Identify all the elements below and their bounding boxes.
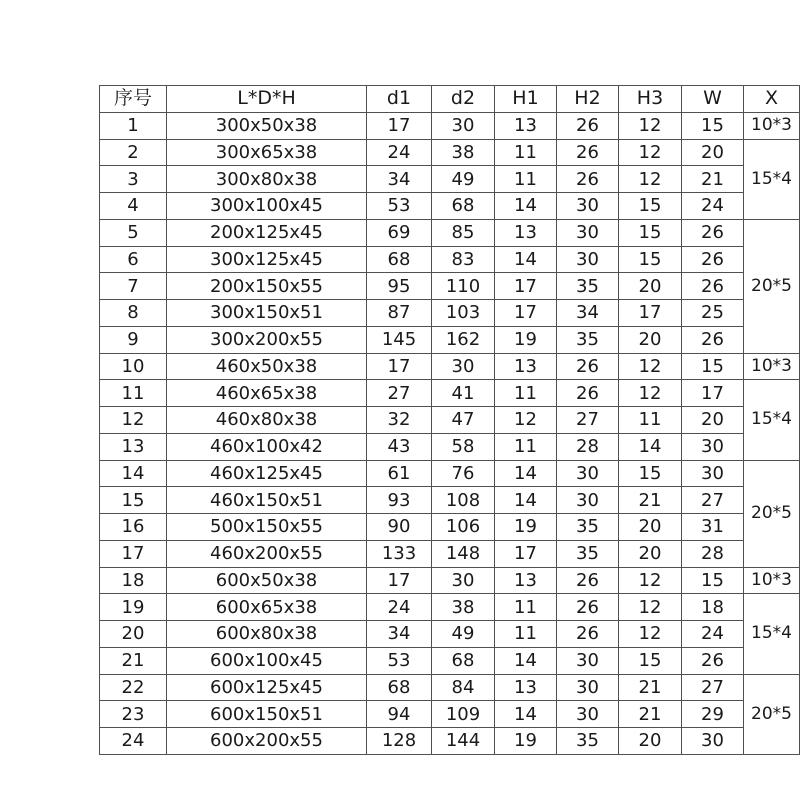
table-row (100, 407, 800, 434)
cell-h2: 30 (557, 674, 619, 701)
cell-h2: 28 (557, 433, 619, 460)
cell-h3: 20 (619, 540, 682, 567)
cell-h1: 11 (495, 139, 557, 166)
cell-d2: 47 (432, 407, 495, 434)
header-d1: d1 (367, 86, 432, 113)
cell-h3: 20 (619, 728, 682, 755)
cell-h1: 14 (495, 701, 557, 728)
cell-ldh: 300x80x38 (167, 166, 367, 193)
cell-h2: 26 (557, 112, 619, 139)
cell-x-group: 10*3 (744, 112, 800, 139)
cell-d1: 87 (367, 300, 432, 327)
cell-d1: 133 (367, 540, 432, 567)
table-row (100, 139, 800, 166)
cell-index: 20 (100, 621, 167, 648)
cell-d2: 83 (432, 246, 495, 273)
cell-d1: 69 (367, 219, 432, 246)
table-body (100, 112, 800, 754)
table-row (100, 621, 800, 648)
cell-h2: 30 (557, 246, 619, 273)
cell-h2: 30 (557, 487, 619, 514)
table-row (100, 246, 800, 273)
header-w: W (682, 86, 744, 113)
cell-d1: 32 (367, 407, 432, 434)
cell-d1: 95 (367, 273, 432, 300)
cell-h1: 19 (495, 326, 557, 353)
cell-ldh: 460x150x51 (167, 487, 367, 514)
cell-w: 26 (682, 273, 744, 300)
cell-ldh: 460x80x38 (167, 407, 367, 434)
cell-h1: 12 (495, 407, 557, 434)
cell-w: 26 (682, 647, 744, 674)
cell-d2: 110 (432, 273, 495, 300)
cell-d1: 90 (367, 514, 432, 541)
cell-index: 18 (100, 567, 167, 594)
cell-ldh: 300x150x51 (167, 300, 367, 327)
cell-ldh: 600x125x45 (167, 674, 367, 701)
cell-h1: 11 (495, 621, 557, 648)
cell-h2: 30 (557, 460, 619, 487)
cell-h2: 30 (557, 647, 619, 674)
cell-ldh: 500x150x55 (167, 514, 367, 541)
table-row (100, 380, 800, 407)
cell-h2: 34 (557, 300, 619, 327)
cell-d2: 68 (432, 193, 495, 220)
cell-x-group: 10*3 (744, 567, 800, 594)
table-row (100, 433, 800, 460)
cell-h3: 21 (619, 674, 682, 701)
cell-h1: 14 (495, 246, 557, 273)
cell-w: 20 (682, 407, 744, 434)
cell-x-group: 15*4 (744, 594, 800, 674)
cell-index: 3 (100, 166, 167, 193)
cell-h3: 17 (619, 300, 682, 327)
cell-w: 30 (682, 728, 744, 755)
cell-d1: 93 (367, 487, 432, 514)
cell-ldh: 600x100x45 (167, 647, 367, 674)
table-row (100, 273, 800, 300)
table-row (100, 219, 800, 246)
cell-d2: 58 (432, 433, 495, 460)
cell-h3: 20 (619, 326, 682, 353)
cell-h3: 15 (619, 246, 682, 273)
cell-index: 10 (100, 353, 167, 380)
cell-w: 15 (682, 112, 744, 139)
cell-d1: 27 (367, 380, 432, 407)
cell-index: 13 (100, 433, 167, 460)
cell-h3: 15 (619, 460, 682, 487)
cell-index: 9 (100, 326, 167, 353)
header-ldh: L*D*H (167, 86, 367, 113)
cell-index: 11 (100, 380, 167, 407)
table-row (100, 300, 800, 327)
cell-ldh: 600x150x51 (167, 701, 367, 728)
cell-d2: 76 (432, 460, 495, 487)
cell-h2: 26 (557, 621, 619, 648)
cell-d2: 30 (432, 567, 495, 594)
cell-d2: 49 (432, 621, 495, 648)
cell-h2: 26 (557, 139, 619, 166)
cell-ldh: 460x200x55 (167, 540, 367, 567)
table-row (100, 166, 800, 193)
table-row (100, 540, 800, 567)
cell-d1: 53 (367, 193, 432, 220)
cell-h3: 12 (619, 621, 682, 648)
cell-ldh: 460x50x38 (167, 353, 367, 380)
cell-ldh: 300x50x38 (167, 112, 367, 139)
header-x: X (744, 86, 800, 113)
cell-d2: 49 (432, 166, 495, 193)
cell-h2: 26 (557, 380, 619, 407)
cell-h3: 12 (619, 112, 682, 139)
cell-d2: 30 (432, 353, 495, 380)
cell-h3: 15 (619, 219, 682, 246)
cell-index: 17 (100, 540, 167, 567)
cell-d2: 162 (432, 326, 495, 353)
cell-h2: 35 (557, 540, 619, 567)
table-row (100, 701, 800, 728)
cell-h3: 15 (619, 193, 682, 220)
cell-index: 7 (100, 273, 167, 300)
cell-d2: 103 (432, 300, 495, 327)
table-row (100, 326, 800, 353)
cell-h1: 17 (495, 300, 557, 327)
cell-w: 24 (682, 193, 744, 220)
cell-h3: 21 (619, 487, 682, 514)
cell-d2: 85 (432, 219, 495, 246)
cell-ldh: 200x150x55 (167, 273, 367, 300)
table-row (100, 594, 800, 621)
table-row (100, 193, 800, 220)
cell-h2: 30 (557, 193, 619, 220)
cell-index: 6 (100, 246, 167, 273)
cell-ldh: 600x50x38 (167, 567, 367, 594)
cell-h3: 12 (619, 166, 682, 193)
cell-index: 12 (100, 407, 167, 434)
cell-d1: 145 (367, 326, 432, 353)
cell-index: 16 (100, 514, 167, 541)
cell-h2: 30 (557, 219, 619, 246)
cell-h1: 13 (495, 674, 557, 701)
cell-d2: 38 (432, 139, 495, 166)
cell-h1: 14 (495, 647, 557, 674)
cell-h1: 14 (495, 487, 557, 514)
cell-h3: 15 (619, 647, 682, 674)
cell-index: 23 (100, 701, 167, 728)
cell-h1: 11 (495, 433, 557, 460)
cell-x-group: 20*5 (744, 219, 800, 353)
cell-h2: 35 (557, 728, 619, 755)
cell-w: 18 (682, 594, 744, 621)
cell-h1: 17 (495, 273, 557, 300)
table-row (100, 728, 800, 755)
cell-h3: 20 (619, 273, 682, 300)
cell-x-group: 10*3 (744, 353, 800, 380)
cell-h1: 19 (495, 514, 557, 541)
cell-ldh: 300x200x55 (167, 326, 367, 353)
cell-h1: 11 (495, 380, 557, 407)
cell-h1: 11 (495, 594, 557, 621)
cell-w: 26 (682, 246, 744, 273)
cell-h3: 12 (619, 567, 682, 594)
cell-d2: 148 (432, 540, 495, 567)
cell-d1: 34 (367, 621, 432, 648)
cell-h3: 14 (619, 433, 682, 460)
cell-h1: 13 (495, 353, 557, 380)
cell-w: 29 (682, 701, 744, 728)
cell-h2: 26 (557, 594, 619, 621)
cell-h1: 14 (495, 460, 557, 487)
cell-h1: 14 (495, 193, 557, 220)
cell-h2: 35 (557, 273, 619, 300)
cell-d1: 24 (367, 594, 432, 621)
table-row (100, 514, 800, 541)
cell-ldh: 200x125x45 (167, 219, 367, 246)
cell-d1: 94 (367, 701, 432, 728)
cell-h1: 13 (495, 567, 557, 594)
header-index: 序号 (100, 86, 167, 113)
cell-d1: 68 (367, 246, 432, 273)
cell-x-group: 15*4 (744, 139, 800, 219)
table-row (100, 353, 800, 380)
cell-x-group: 20*5 (744, 460, 800, 567)
cell-d2: 144 (432, 728, 495, 755)
cell-h3: 21 (619, 701, 682, 728)
cell-ldh: 300x100x45 (167, 193, 367, 220)
cell-w: 17 (682, 380, 744, 407)
cell-h2: 27 (557, 407, 619, 434)
cell-w: 25 (682, 300, 744, 327)
cell-d2: 108 (432, 487, 495, 514)
table-row (100, 674, 800, 701)
cell-h1: 19 (495, 728, 557, 755)
cell-index: 21 (100, 647, 167, 674)
cell-ldh: 460x65x38 (167, 380, 367, 407)
cell-d2: 68 (432, 647, 495, 674)
cell-d2: 38 (432, 594, 495, 621)
cell-h3: 12 (619, 139, 682, 166)
cell-d1: 24 (367, 139, 432, 166)
cell-w: 27 (682, 674, 744, 701)
cell-ldh: 300x125x45 (167, 246, 367, 273)
cell-d2: 30 (432, 112, 495, 139)
cell-h2: 26 (557, 353, 619, 380)
cell-d1: 68 (367, 674, 432, 701)
cell-h3: 12 (619, 594, 682, 621)
cell-d1: 128 (367, 728, 432, 755)
cell-h2: 26 (557, 567, 619, 594)
cell-w: 15 (682, 353, 744, 380)
cell-h3: 11 (619, 407, 682, 434)
cell-index: 1 (100, 112, 167, 139)
table-row (100, 647, 800, 674)
cell-index: 8 (100, 300, 167, 327)
cell-index: 22 (100, 674, 167, 701)
cell-w: 21 (682, 166, 744, 193)
table-row (100, 460, 800, 487)
cell-w: 30 (682, 460, 744, 487)
cell-index: 19 (100, 594, 167, 621)
cell-w: 20 (682, 139, 744, 166)
cell-ldh: 460x100x42 (167, 433, 367, 460)
cell-ldh: 460x125x45 (167, 460, 367, 487)
cell-ldh: 600x200x55 (167, 728, 367, 755)
cell-h3: 12 (619, 380, 682, 407)
cell-w: 15 (682, 567, 744, 594)
cell-w: 27 (682, 487, 744, 514)
cell-ldh: 600x65x38 (167, 594, 367, 621)
cell-h3: 20 (619, 514, 682, 541)
table-row (100, 112, 800, 139)
cell-h1: 13 (495, 219, 557, 246)
cell-d2: 106 (432, 514, 495, 541)
cell-ldh: 300x65x38 (167, 139, 367, 166)
table-row (100, 567, 800, 594)
cell-x-group: 20*5 (744, 674, 800, 754)
cell-d1: 34 (367, 166, 432, 193)
cell-h3: 12 (619, 353, 682, 380)
cell-w: 24 (682, 621, 744, 648)
cell-d1: 53 (367, 647, 432, 674)
cell-index: 14 (100, 460, 167, 487)
cell-ldh: 600x80x38 (167, 621, 367, 648)
cell-w: 26 (682, 219, 744, 246)
cell-w: 31 (682, 514, 744, 541)
header-h1: H1 (495, 86, 557, 113)
table-row (100, 487, 800, 514)
header-d2: d2 (432, 86, 495, 113)
cell-d1: 17 (367, 567, 432, 594)
cell-h1: 11 (495, 166, 557, 193)
cell-w: 30 (682, 433, 744, 460)
cell-d2: 41 (432, 380, 495, 407)
cell-d1: 43 (367, 433, 432, 460)
cell-index: 15 (100, 487, 167, 514)
cell-index: 4 (100, 193, 167, 220)
header-h3: H3 (619, 86, 682, 113)
cell-d1: 61 (367, 460, 432, 487)
cell-h2: 35 (557, 514, 619, 541)
cell-d2: 109 (432, 701, 495, 728)
cell-x-group: 15*4 (744, 380, 800, 460)
cell-h1: 13 (495, 112, 557, 139)
cell-index: 5 (100, 219, 167, 246)
cell-w: 26 (682, 326, 744, 353)
cell-index: 2 (100, 139, 167, 166)
cell-w: 28 (682, 540, 744, 567)
cell-h1: 17 (495, 540, 557, 567)
header-h2: H2 (557, 86, 619, 113)
dimension-spec-table (99, 85, 800, 755)
cell-h2: 26 (557, 166, 619, 193)
cell-h2: 30 (557, 701, 619, 728)
cell-d1: 17 (367, 353, 432, 380)
cell-index: 24 (100, 728, 167, 755)
cell-d1: 17 (367, 112, 432, 139)
cell-h2: 35 (557, 326, 619, 353)
cell-d2: 84 (432, 674, 495, 701)
header-row (100, 86, 800, 113)
